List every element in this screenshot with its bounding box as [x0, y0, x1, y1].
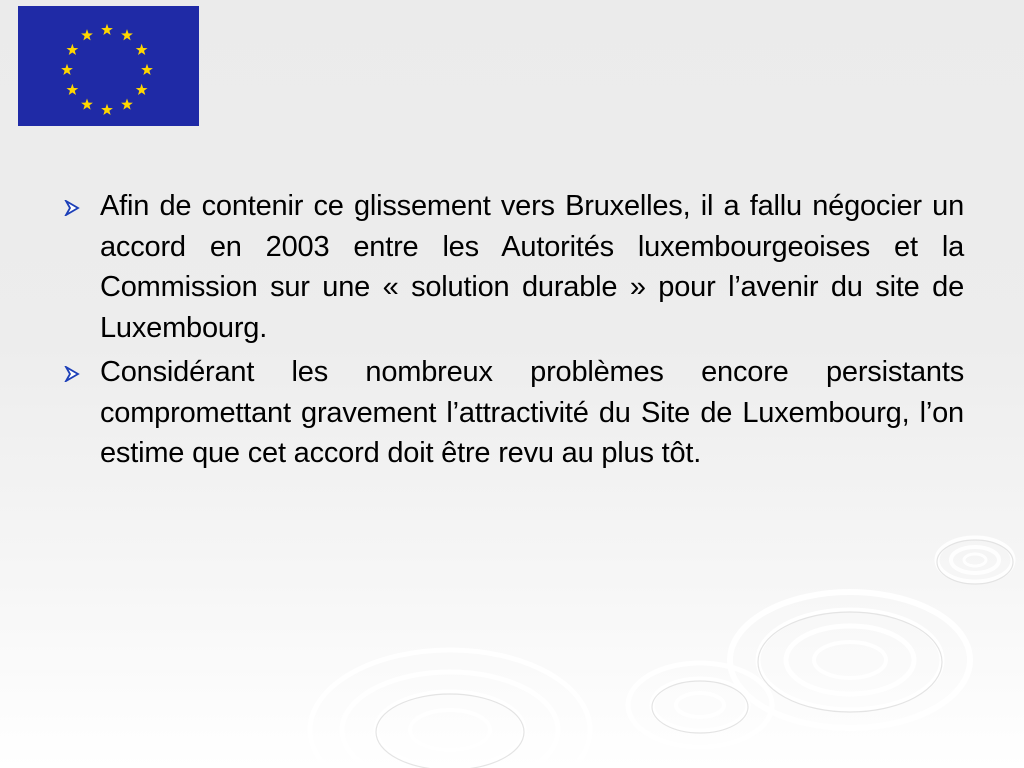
arrow-right-bullet-icon [64, 366, 80, 382]
bullet-item [62, 352, 964, 474]
bullet-text: Afin de contenir ce glissement vers Bruxelles, il a fallu négocier un accord en 2003 entre les Autorités luxembourgeoises et la Commission sur une « solution durable » pour l’avenir du site de Luxembourg. [100, 190, 964, 344]
eu-flag-icon [18, 6, 199, 126]
arrow-right-bullet-icon [64, 200, 80, 216]
slide-body [62, 186, 964, 478]
bullet-item [62, 186, 964, 348]
bullet-text: Considérant les nombreux problèmes encore persistants compromettant gravement l’attractivité du Site de Luxembourg, l’on estime que cet accord doit être revu au plus tôt. [100, 356, 964, 469]
